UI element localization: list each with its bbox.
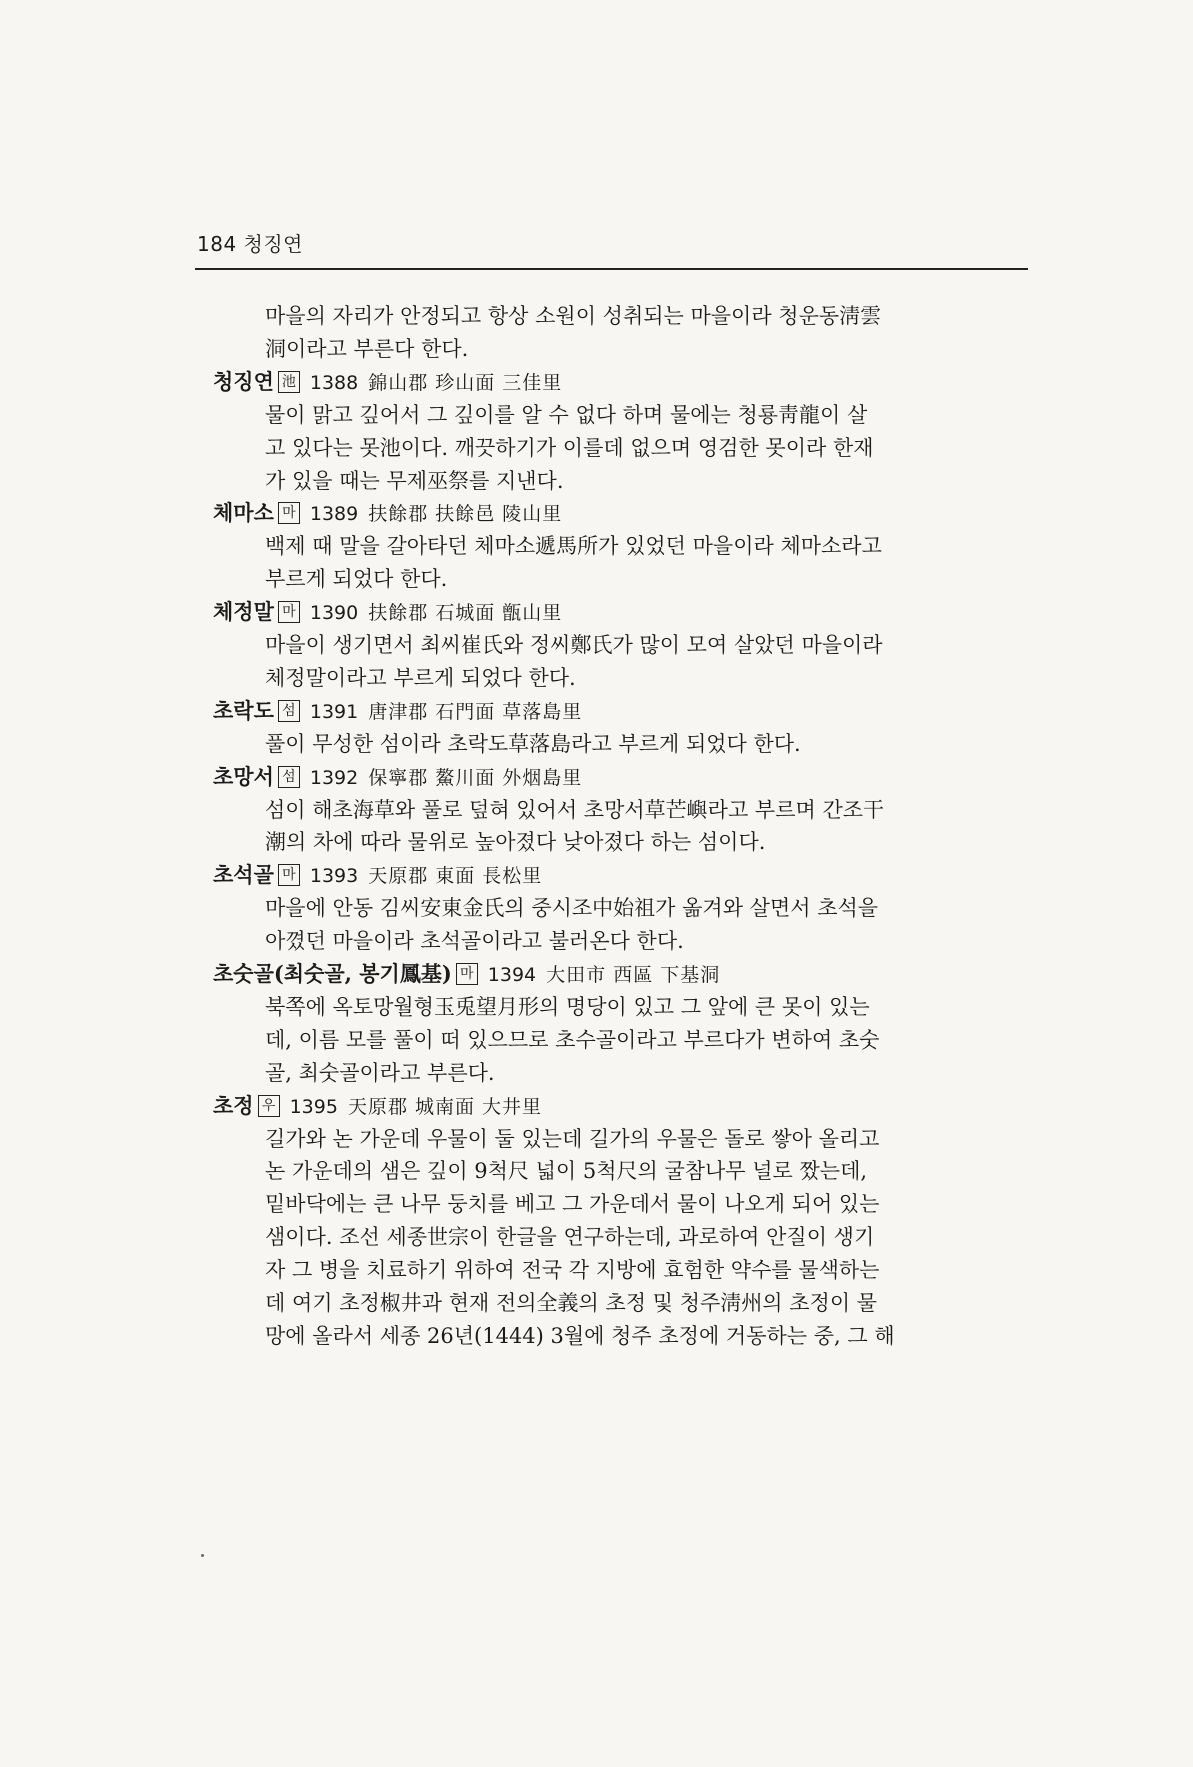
entry-text-line: 데 여기 초정椒井과 현재 전의全義의 초정 및 청주淸州의 초정이 물	[265, 1291, 878, 1315]
entry-location: 扶餘郡 石城面 甑山里	[368, 602, 563, 625]
entry-heading	[213, 366, 562, 400]
entry-text-line: 섬이 해초海草와 풀로 덮혀 있어서 초망서草芒嶼라고 부르며 간조干	[265, 797, 885, 822]
entry-location: 天原郡 東面 長松里	[368, 865, 543, 888]
entry-text-line: 북쪽에 옥토망월형玉兎望月形의 명당이 있고 그 앞에 큰 못이 있는	[265, 994, 870, 1019]
entry-number: 1391	[309, 700, 359, 723]
entry-text-line: 자 그 병을 치료하기 위하여 전국 각 지방에 효험한 약수를 물색하는	[265, 1258, 880, 1283]
entry-text-line: 아꼈던 마을이라 초석골이라고 불러온다 한다.	[265, 929, 684, 954]
entry-text-line: 샘이다. 조선 세종世宗이 한글을 연구하는데, 과로하여 안질이 생기	[265, 1225, 875, 1250]
intro-line: 마을의 자리가 안정되고 항상 소원이 성취되는 마을이라 청운동淸雲	[265, 304, 882, 328]
intro-line: 洞이라고 부른다 한다.	[265, 336, 469, 361]
entry-text-line: 풀이 무성한 섬이라 초락도草落島라고 부르게 되었다 한다.	[265, 731, 801, 756]
entry-type-tag: 마	[278, 502, 300, 524]
entry-text-line: 망에 올라서 세종 26년(1444) 3월에 청주 초정에 거동하는 중, 그 해	[265, 1323, 895, 1348]
entry-text-line: 길가와 논 가운데 우물이 둘 있는데 길가의 우물은 돌로 쌓아 올리고	[265, 1126, 880, 1151]
entry-text-line: 마을에 안동 김씨安東金氏의 중시조中始祖가 옮겨와 살면서 초석을	[265, 896, 879, 921]
entry-number: 1394	[487, 964, 537, 986]
entry-headword: 체마소	[213, 500, 274, 526]
section-title: 청징연	[243, 232, 304, 256]
page-number: 184	[197, 232, 237, 256]
entry-type-tag: 池	[278, 371, 300, 393]
entry-number: 1388	[309, 371, 359, 394]
entry-number: 1389	[309, 503, 359, 526]
entry-type-tag: 마	[456, 963, 478, 985]
running-head	[197, 228, 303, 257]
entry-text-line: 백제 때 말을 갈아타던 체마소遞馬所가 있었던 마을이라 체마소라고	[265, 534, 882, 559]
entry-text-line: 마을이 생기면서 최씨崔氏와 정씨鄭氏가 많이 모여 살았던 마을이라	[265, 633, 883, 657]
entry-heading	[213, 761, 582, 795]
entry-text-line: 가 있을 때는 무제巫祭를 지낸다.	[265, 468, 564, 493]
entry-number: 1393	[309, 865, 359, 888]
entry-text-line: 밑바닥에는 큰 나무 둥치를 베고 그 가운데서 물이 나오게 되어 있는	[265, 1192, 880, 1217]
entry-number: 1390	[309, 602, 359, 625]
entry-type-tag: 섬	[278, 766, 300, 788]
entry-text-line: 체정말이라고 부르게 되었다 한다.	[265, 665, 576, 690]
entry-location: 天原郡 城南面 大井里	[347, 1095, 543, 1118]
entry-location: 保寧郡 鰲川面 外烟島里	[368, 766, 583, 789]
entry-location: 大田市 西區 下基洞	[546, 964, 721, 986]
entry-headword: 초락도	[213, 697, 274, 723]
entry-type-tag: 마	[278, 864, 300, 886]
entry-headword: 초망서	[213, 763, 274, 789]
entry-text-line: 데, 이름 모를 풀이 떠 있으므로 초수골이라고 부르다가 변하여 초숫	[265, 1027, 880, 1052]
entry-number: 1395	[289, 1095, 338, 1118]
entry-location: 錦山郡 珍山面 三佳里	[368, 371, 563, 394]
entry-text-line: 부르게 되었다 한다.	[265, 567, 448, 592]
entry-headword: 체정말	[213, 599, 274, 625]
entry-headword: 청징연	[213, 368, 274, 394]
scan-speck	[201, 1554, 204, 1557]
entry-heading	[213, 859, 542, 893]
entry-number: 1392	[309, 766, 359, 789]
entry-heading	[213, 596, 562, 630]
entry-heading	[213, 497, 562, 531]
entry-type-tag: 우	[258, 1095, 280, 1117]
entry-headword: 초석골	[213, 862, 274, 888]
entry-location: 扶餘郡 扶餘邑 陵山里	[368, 503, 563, 526]
entry-text-line: 골, 최숫골이라고 부른다.	[265, 1060, 495, 1085]
entry-heading	[213, 958, 720, 992]
entry-type-tag: 섬	[278, 700, 300, 722]
entry-text-line: 潮의 차에 따라 물위로 높아졌다 낮아졌다 하는 섬이다.	[265, 830, 766, 855]
entry-text-line: 물이 맑고 깊어서 그 깊이를 알 수 없다 하며 물에는 청룡靑龍이 살	[265, 402, 868, 427]
header-rule	[195, 268, 1028, 270]
entry-heading	[213, 1090, 542, 1124]
entry-headword: 초정	[213, 1092, 254, 1118]
entry-text-line: 고 있다는 못池이다. 깨끗하기가 이를데 없으며 영검한 못이라 한재	[265, 435, 874, 460]
entry-location: 唐津郡 石門面 草落島里	[368, 700, 583, 723]
entry-text-line: 논 가운데의 샘은 깊이 9척尺 넓이 5척尺의 굴참나무 널로 짰는데,	[265, 1159, 868, 1184]
entry-heading	[213, 695, 582, 729]
entry-headword: 초숫골(최숫골, 봉기鳳基)	[213, 961, 452, 986]
entry-type-tag: 마	[278, 601, 300, 623]
